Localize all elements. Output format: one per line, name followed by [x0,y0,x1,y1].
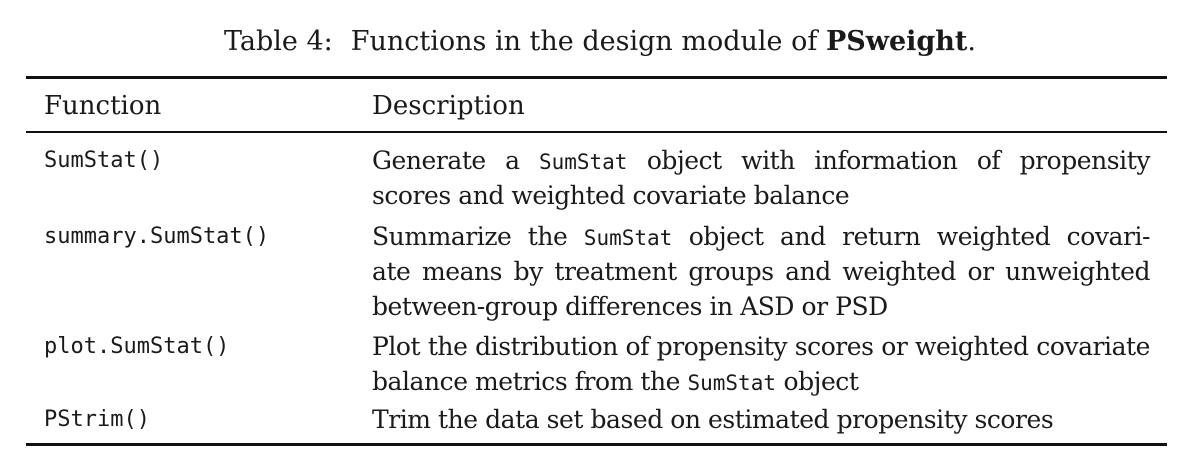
caption-period: . [967,26,976,57]
description-line [372,254,1150,289]
description-line [372,402,1150,437]
top-rule [26,76,1167,79]
description-line [372,289,1150,324]
code-reference: SumStat [583,226,673,250]
description-text: object and return weighted covari- [672,222,1150,251]
description-text: between-group differences in ASD or PSD [372,292,888,321]
description-text: Summarize the [372,222,584,251]
function-description [372,219,1150,324]
description-line [372,219,1150,254]
bottom-rule [26,443,1167,446]
table-number: Table 4: [223,26,333,57]
header-function: Function [44,91,162,121]
description-text: Trim the data set based on estimated propensity scores [372,405,1054,434]
description-line [372,329,1150,364]
package-name: PSweight [825,26,968,57]
description-text: Plot the distribution of propensity scores or weighted covariate [372,332,1150,361]
header-description: Description [372,91,525,121]
table-caption [0,22,1200,62]
caption-text: Functions in the design module of [350,26,818,57]
description-text: ate means by treatment groups and weighted or unweighted [372,257,1150,286]
code-reference: SumStat [687,371,776,395]
code-reference: SumStat [538,150,628,174]
header-rule [26,131,1167,133]
description-text: balance metrics from the [372,367,688,396]
description-line [372,364,1150,399]
function-name: summary.SumStat() [44,224,270,249]
function-name: PStrim() [44,407,150,432]
function-description [372,329,1150,399]
function-name: plot.SumStat() [44,334,230,359]
description-text: object with information of propensity [627,146,1150,175]
function-name: SumStat() [44,148,164,173]
description-line [372,178,1150,213]
description-line [372,143,1150,178]
description-text: object [776,367,859,396]
function-description [372,143,1150,213]
description-text: Generate a [372,146,539,175]
function-description [372,402,1150,437]
description-text: scores and weighted covariate balance [372,181,850,210]
